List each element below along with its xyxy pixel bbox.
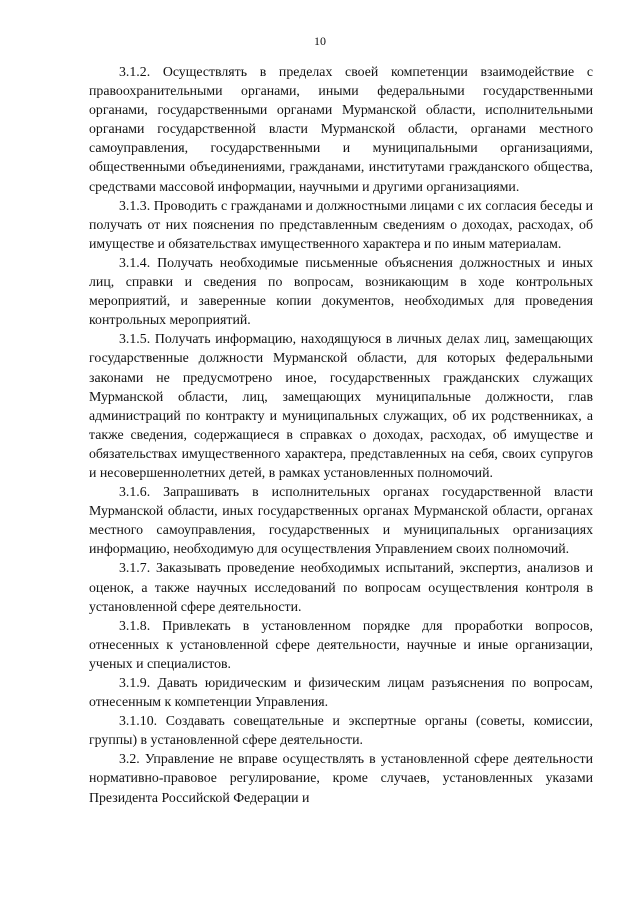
- paragraph-3-1-4: 3.1.4. Получать необходимые письменные объяснения должностных и иных лиц, справки и сведения по вопросам, возникающим в ходе контрольных мероприятий, и заверенные копии документов, необходимых для проведения контрольных мероприятий.: [89, 254, 593, 328]
- document-body: [89, 62, 593, 807]
- paragraph-3-1-7: 3.1.7. Заказывать проведение необходимых испытаний, экспертиз, анализов и оценок, а также научных исследований по вопросам осуществления контроля в установленной сфере деятельности.: [89, 560, 593, 614]
- paragraph-3-2: 3.2. Управление не вправе осуществлять в установленной сфере деятельности нормативно-правовое регулирование, кроме случаев, установленных указами Президента Российской Федерации и: [89, 751, 593, 805]
- paragraph-3-1-9: 3.1.9. Давать юридическим и физическим лицам разъяснения по вопросам, отнесенным к компетенции Управления.: [89, 675, 593, 710]
- paragraph-3-1-8: 3.1.8. Привлекать в установленном порядке для проработки вопросов, отнесенных к установленной сфере деятельности, научные и иные организации, ученых и специалистов.: [89, 617, 593, 671]
- page-number: 10: [314, 34, 326, 48]
- paragraph-3-1-3: 3.1.3. Проводить с гражданами и должностными лицами с их согласия беседы и получать от них пояснения по представленным сведениям о доходах, расходах, об имуществе и обязательствах имущественного характера и по иным материалам.: [89, 197, 593, 251]
- paragraph-3-1-5: 3.1.5. Получать информацию, находящуюся в личных делах лиц, замещающих государственные должности Мурманской области, для которых федеральными законами не предусмотрено иное, государственных гражданских служащих Мурманской области, лиц, замещающих муниципальные должности, глав администраций по контракту и муниципальных служащих, об их родственниках, а также сведения, содержащиеся в справках о доходах, расходах, об имуществе и обязательствах имущественного характера, представленных на себя, своих супругов и несовершеннолетних детей, в рамках установленных полномочий.: [89, 331, 593, 480]
- paragraph-3-1-2: 3.1.2. Осуществлять в пределах своей компетенции взаимодействие с правоохранительными органами, иными федеральными государственными органами, государственными органами Мурманской области, исполнительными органами государственной власти Мурманской области, органами местного самоуправления, государственными и муниципальными организациями, общественными объединениями, гражданами, институтами гражданского общества, средствами массовой информации, научными и другими организациями.: [89, 64, 593, 194]
- paragraph-3-1-10: 3.1.10. Создавать совещательные и экспертные органы (советы, комиссии, группы) в установленной сфере деятельности.: [89, 713, 593, 748]
- paragraph-3-1-6: 3.1.6. Запрашивать в исполнительных органах государственной власти Мурманской области, иных государственных органах Мурманской области, органах местного самоуправления, государственных и муниципальных организациях информацию, необходимую для осуществления Управлением своих полномочий.: [89, 484, 593, 557]
